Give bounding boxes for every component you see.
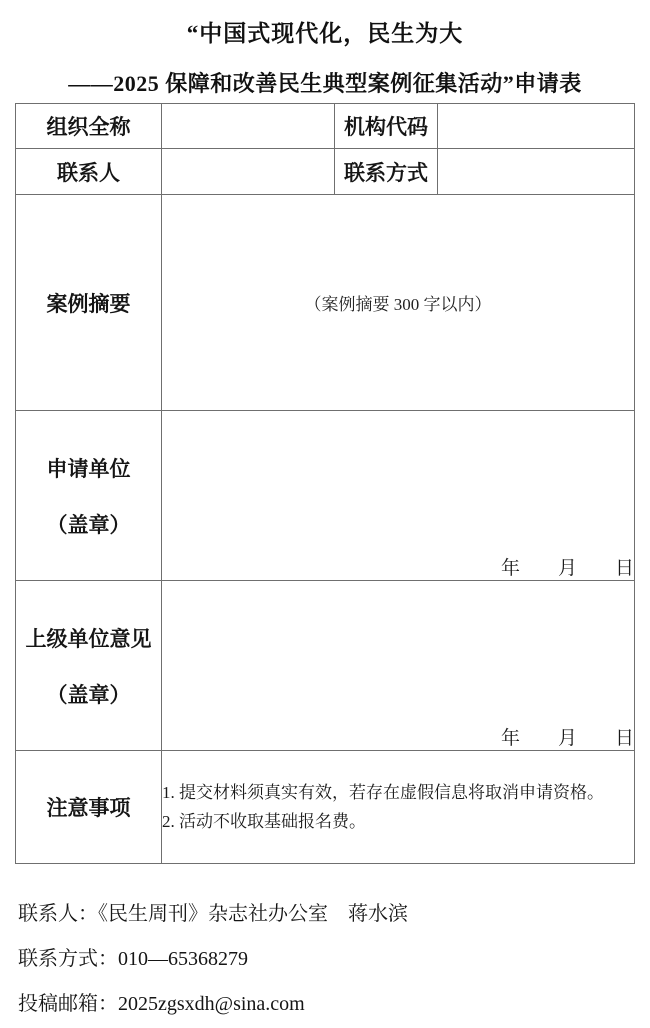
footer-email-line: 投稿邮箱：2025zgsxdh@sina.com	[18, 993, 305, 1015]
form-title	[0, 0, 650, 97]
superior-opinion-label-line2: （盖章）	[46, 682, 131, 707]
row-org-name	[16, 104, 635, 149]
applicant-unit-label-line1: 申请单位	[46, 456, 131, 481]
row-case-summary	[16, 195, 635, 411]
applicant-date-line: 年 月 日	[500, 558, 634, 579]
case-summary-input-cell[interactable]	[162, 195, 635, 411]
footer-contact-line: 联系人：《民生周刊》杂志社办公室 蒋水滨	[18, 903, 408, 925]
row-superior-opinion	[16, 581, 635, 751]
superior-date-line: 年 月 日	[500, 728, 634, 749]
form-title-line1: “中国式现代化，民生为大	[186, 21, 464, 46]
applicant-stamp-area[interactable]	[162, 411, 635, 581]
note-item-2: 2. 活动不收取基础报名费。	[162, 812, 366, 831]
form-title-line2: ——2025 保障和改善民生典型案例征集活动”申请表	[68, 71, 582, 96]
notes-content-cell	[162, 751, 635, 864]
org-code-label: 机构代码	[335, 104, 438, 149]
footer-contact-info	[18, 901, 650, 1017]
notes-label: 注意事项	[16, 751, 162, 864]
contact-person-input-cell[interactable]	[162, 149, 335, 195]
row-notes	[16, 751, 635, 864]
applicant-unit-label	[16, 411, 162, 581]
case-summary-label: 案例摘要	[16, 195, 162, 411]
org-name-input-cell[interactable]	[162, 104, 335, 149]
row-applicant-unit	[16, 411, 635, 581]
note-item-1: 1. 提交材料须真实有效，若存在虚假信息将取消申请资格。	[162, 783, 604, 802]
superior-opinion-label-line1: 上级单位意见	[25, 626, 152, 651]
contact-method-input-cell[interactable]	[438, 149, 635, 195]
row-contact	[16, 149, 635, 195]
superior-opinion-label	[16, 581, 162, 751]
case-summary-placeholder: （案例摘要 300 字以内）	[304, 295, 492, 314]
footer-phone-line: 联系方式：010—65368279	[18, 948, 248, 970]
org-name-label: 组织全称	[16, 104, 162, 149]
org-code-input-cell[interactable]	[438, 104, 635, 149]
contact-method-label: 联系方式	[335, 149, 438, 195]
application-form-table	[15, 103, 635, 864]
superior-stamp-area[interactable]	[162, 581, 635, 751]
contact-person-label: 联系人	[16, 149, 162, 195]
applicant-unit-label-line2: （盖章）	[46, 512, 131, 537]
